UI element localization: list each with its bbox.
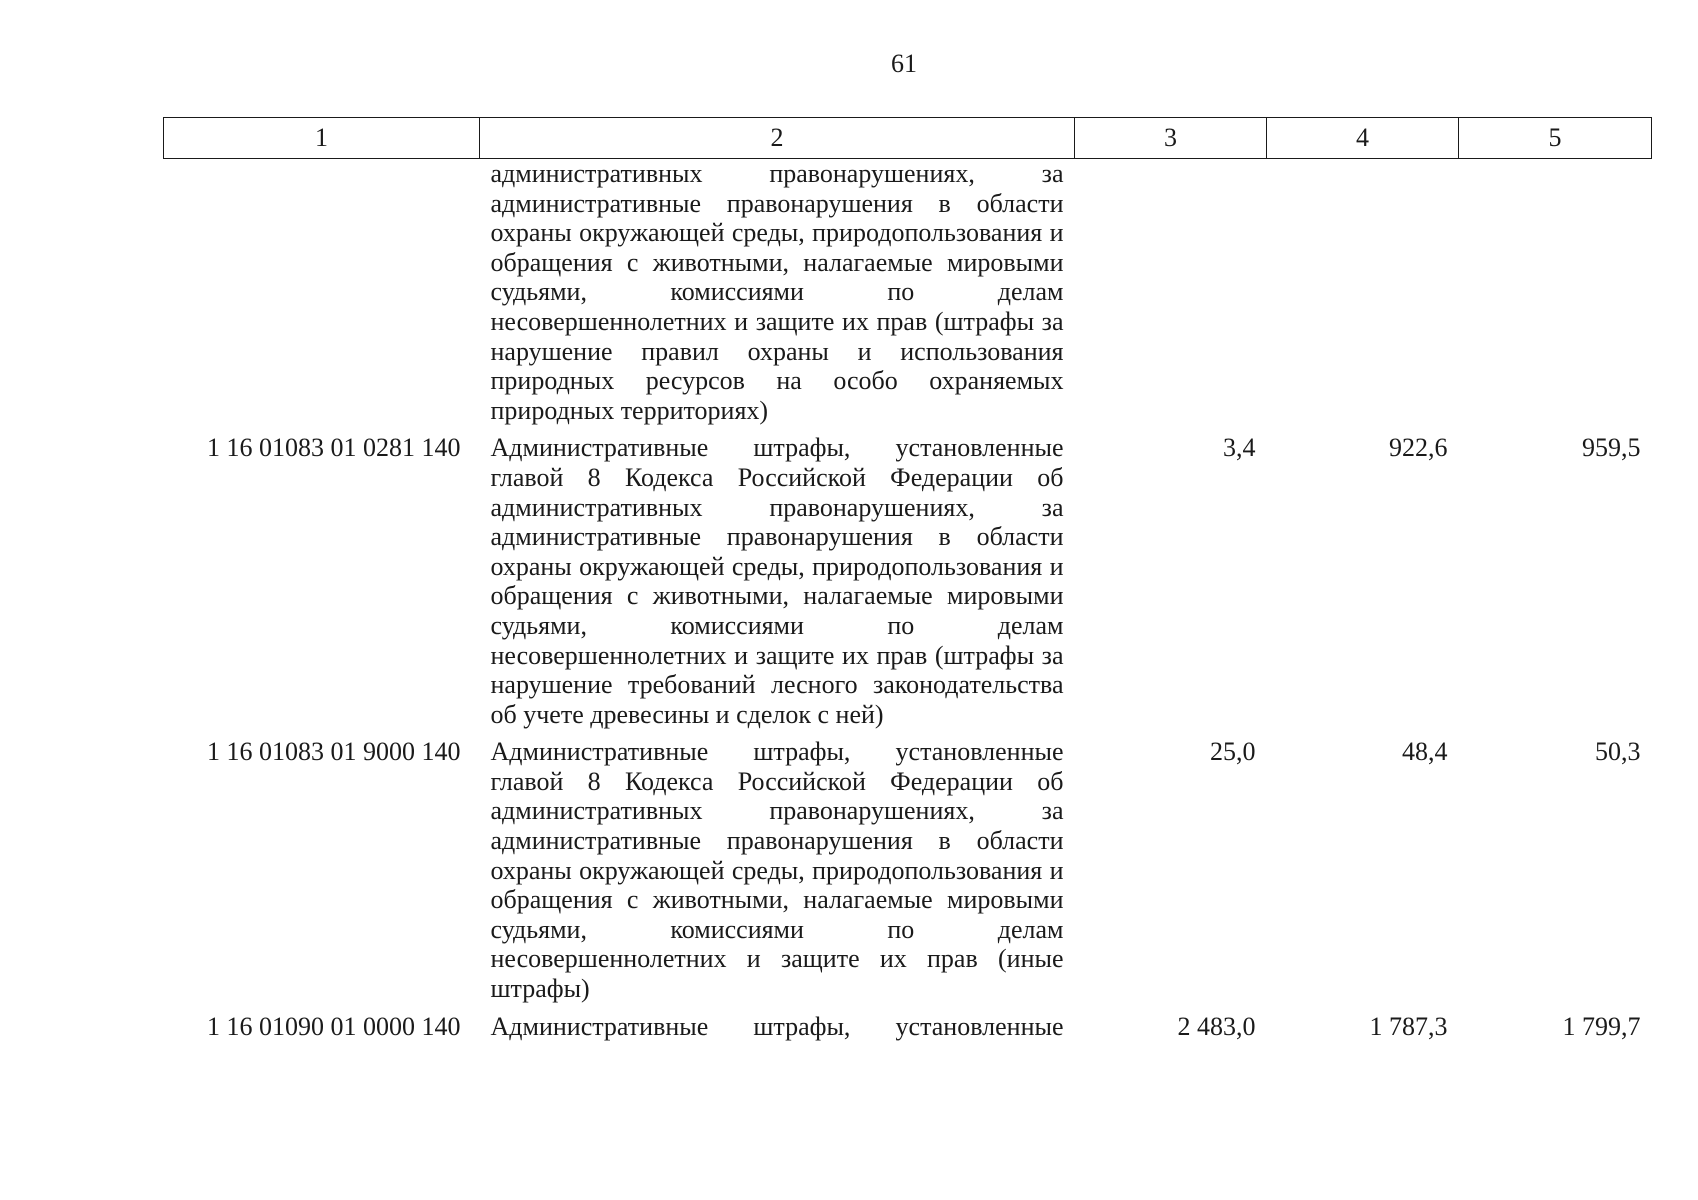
column-header-3: 3 [1075,118,1267,159]
table-row [164,1005,1652,1043]
description-cell: Административные штрафы, установленные главой 8 Кодекса Российской Федерации об административных правонарушениях, за административные правонарушения в области охраны окружающей среды, природопользования и обращения с животными, налагаемые мировыми судьями, комиссиями по делам несовершеннолетних и защите их прав (иные штрафы) [490,737,1064,1004]
value-cell-5: 50,3 [1595,737,1641,767]
value-cell-4 [1267,159,1459,427]
code-cell [164,159,480,427]
column-header-5: 5 [1459,118,1652,159]
value-cell-4: 922,6 [1389,433,1448,463]
value-cell-3: 3,4 [1223,433,1256,463]
description-cell: административных правонарушениях, за административные правонарушения в области охраны окружающей среды, природопользования и обращения с животными, налагаемые мировыми судьями, комиссиями по делам несовершеннолетних и защите их прав (штрафы за нарушение правил охраны и использования природных ресурсов на особо охраняемых природных территориях) [490,159,1064,425]
column-header-2: 2 [480,118,1075,159]
table-row [164,426,1652,730]
value-cell-5 [1459,159,1652,427]
table-row [164,159,1652,427]
value-cell-3: 2 483,0 [1177,1011,1256,1041]
header-row [164,118,1652,159]
value-cell-3: 25,0 [1210,737,1256,767]
column-header-4: 4 [1267,118,1459,159]
page-number: 61 [891,49,917,78]
value-cell-4: 48,4 [1402,737,1448,767]
description-cell: Административные штрафы, установленные [490,1011,1064,1041]
code-cell: 1 16 01083 01 9000 140 [207,737,461,767]
table-header [164,118,1652,159]
code-cell: 1 16 01083 01 0281 140 [207,433,461,463]
table-body [164,159,1652,1043]
budget-table [163,117,1652,1042]
column-header-1: 1 [164,118,480,159]
value-cell-3 [1075,159,1267,427]
value-cell-5: 1 799,7 [1562,1011,1641,1041]
code-cell: 1 16 01090 01 0000 140 [207,1011,461,1041]
description-cell: Административные штрафы, установленные главой 8 Кодекса Российской Федерации об административных правонарушениях, за административные правонарушения в области охраны окружающей среды, природопользования и обращения с животными, налагаемые мировыми судьями, комиссиями по делам несовершеннолетних и защите их прав (штрафы за нарушение требований лесного законодательства об учете древесины и сделок с ней) [490,433,1064,729]
table-row [164,730,1652,1004]
value-cell-4: 1 787,3 [1369,1011,1448,1041]
value-cell-5: 959,5 [1582,433,1641,463]
